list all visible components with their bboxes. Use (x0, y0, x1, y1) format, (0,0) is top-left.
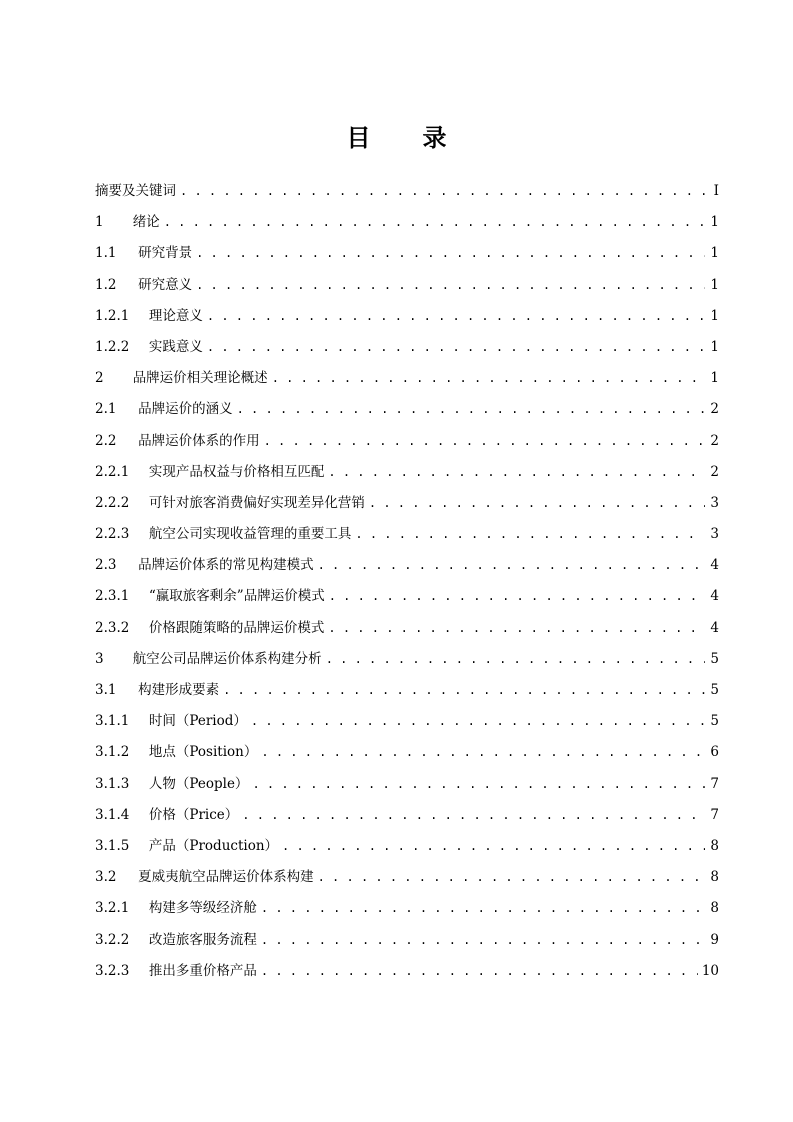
toc-entry-page-number: 4 (710, 557, 719, 574)
toc-entry-page-number: 7 (710, 806, 719, 823)
table-of-contents (95, 176, 719, 987)
toc-entry-page-number: 3 (710, 494, 719, 511)
dot-leader (328, 457, 705, 488)
toc-entry[interactable] (95, 893, 719, 924)
toc-entry-label (95, 893, 257, 924)
toc-entry-label (95, 737, 257, 768)
toc-entry-page-number: 1 (710, 338, 719, 355)
dot-leader (272, 363, 705, 394)
dot-leader (369, 488, 705, 519)
dot-leader (196, 270, 705, 301)
dot-leader (196, 238, 705, 269)
dot-leader (261, 737, 705, 768)
toc-entry[interactable] (95, 394, 719, 425)
toc-entry-page-number: 4 (710, 588, 719, 605)
toc-entry-label (95, 550, 314, 581)
toc-entry-number: 2 (95, 370, 104, 387)
toc-entry-number: 3 (95, 650, 104, 667)
toc-entry-page-number: 8 (710, 900, 719, 917)
toc-entry-text: “赢取旅客剩余”品牌运价模式 (148, 588, 325, 605)
toc-entry-text: 品牌运价体系的常见构建模式 (138, 557, 314, 574)
toc-entry-text: 价格（Price） (148, 806, 239, 823)
dot-leader (261, 925, 705, 956)
toc-entry-text: 品牌运价相关理论概述 (132, 370, 268, 387)
title-char-2: 录 (422, 123, 447, 152)
toc-entry-number: 1.2.1 (95, 307, 130, 324)
toc-entry-page-number: 5 (710, 713, 719, 730)
dot-leader (242, 800, 705, 831)
toc-entry-text: 构建多等级经济舱 (148, 900, 257, 917)
toc-entry-page-number: 9 (710, 931, 719, 948)
toc-entry[interactable] (95, 457, 719, 488)
toc-entry-number: 3.1 (95, 682, 117, 698)
dot-leader (329, 581, 705, 612)
toc-entry-number: 3.2.3 (95, 962, 130, 979)
toc-entry[interactable] (95, 925, 719, 956)
dot-leader (261, 956, 698, 987)
toc-entry-label (95, 675, 219, 706)
toc-entry-label (95, 363, 268, 394)
dot-leader (328, 613, 705, 644)
toc-entry-number: 2.2.1 (95, 463, 130, 480)
dot-leader (223, 675, 705, 706)
toc-entry[interactable] (95, 301, 719, 332)
toc-entry-number: 3.1.4 (95, 806, 130, 823)
dot-leader (318, 550, 705, 581)
toc-entry-text: 摘要及关键词 (95, 183, 176, 199)
toc-entry-number: 1 (95, 214, 104, 231)
toc-entry[interactable] (95, 956, 719, 987)
toc-entry-page-number: 1 (710, 370, 719, 387)
page-title (0, 118, 793, 153)
toc-entry-number: 2.1 (95, 401, 117, 418)
toc-entry[interactable] (95, 176, 719, 207)
toc-entry[interactable] (95, 519, 719, 550)
toc-entry-label (95, 301, 203, 332)
toc-entry-text: 理论意义 (148, 307, 203, 324)
toc-entry-label (95, 176, 176, 207)
toc-entry-label (95, 394, 233, 425)
toc-entry-number: 3.1.2 (95, 744, 130, 761)
toc-entry-number: 1.2 (95, 276, 117, 293)
toc-entry[interactable] (95, 332, 719, 363)
dot-leader (326, 644, 705, 675)
toc-entry-page-number: 1 (710, 245, 719, 262)
toc-entry-label (95, 800, 238, 831)
toc-entry[interactable] (95, 581, 719, 612)
toc-entry-label (95, 238, 192, 269)
dot-leader (318, 862, 705, 893)
toc-entry-label (95, 457, 324, 488)
toc-entry-label (95, 706, 247, 737)
toc-entry-text: 可针对旅客消费偏好实现差异化营销 (148, 494, 365, 511)
toc-entry[interactable] (95, 862, 719, 893)
toc-entry[interactable] (95, 769, 719, 800)
dot-leader (282, 831, 705, 862)
toc-entry-label (95, 207, 160, 238)
toc-entry-text: 产品（Production） (148, 837, 279, 854)
toc-entry-text: 研究背景 (138, 245, 193, 262)
toc-entry-page-number: 2 (710, 463, 719, 480)
toc-entry-label (95, 644, 322, 675)
toc-entry-page-number: 2 (710, 432, 719, 449)
toc-entry-label (95, 831, 278, 862)
dot-leader (261, 893, 705, 924)
dot-leader (251, 706, 705, 737)
toc-entry-page-number: 7 (710, 775, 719, 792)
toc-entry-page-number: 4 (710, 619, 719, 636)
toc-entry-label (95, 270, 192, 301)
toc-entry-page-number: 8 (710, 869, 719, 886)
toc-entry-page-number: 10 (701, 962, 719, 979)
toc-entry-number: 3.2.2 (95, 931, 130, 948)
toc-entry-label (95, 488, 365, 519)
toc-entry[interactable] (95, 706, 719, 737)
dot-leader (207, 332, 705, 363)
toc-entry[interactable] (95, 488, 719, 519)
toc-entry[interactable] (95, 800, 719, 831)
toc-entry[interactable] (95, 426, 719, 457)
toc-entry[interactable] (95, 644, 719, 675)
toc-entry-label (95, 519, 351, 550)
toc-entry[interactable] (95, 737, 719, 768)
dot-leader (355, 519, 705, 550)
toc-entry-page-number: 2 (710, 401, 719, 418)
toc-entry-text: 价格跟随策略的品牌运价模式 (148, 619, 325, 636)
toc-entry[interactable] (95, 207, 719, 238)
toc-entry-text: 时间（Period） (148, 713, 247, 730)
toc-entry-label (95, 769, 248, 800)
toc-entry-text: 品牌运价的涵义 (138, 401, 233, 418)
toc-entry-number: 3.2 (95, 869, 117, 886)
toc-entry[interactable] (95, 831, 719, 862)
toc-entry[interactable] (95, 238, 719, 269)
toc-entry-text: 研究意义 (138, 276, 193, 293)
toc-entry-page-number: 1 (710, 307, 719, 324)
toc-entry-text: 夏威夷航空品牌运价体系构建 (138, 869, 314, 886)
toc-entry-label (95, 332, 203, 363)
toc-entry-page-number: 3 (710, 526, 719, 543)
toc-entry-number: 2.2.3 (95, 526, 130, 543)
toc-entry-page-number: 8 (710, 837, 719, 854)
toc-entry[interactable] (95, 363, 719, 394)
dot-leader (252, 769, 705, 800)
toc-entry-number: 3.2.1 (95, 900, 130, 917)
toc-entry-number: 1.1 (95, 245, 117, 262)
toc-entry-label (95, 613, 324, 644)
toc-entry[interactable] (95, 550, 719, 581)
toc-entry-text: 改造旅客服务流程 (148, 931, 257, 948)
toc-entry-text: 实现产品权益与价格相互匹配 (148, 463, 325, 480)
toc-entry-label (95, 581, 325, 612)
toc-entry-text: 地点（Position） (148, 744, 258, 761)
dot-leader (207, 301, 705, 332)
toc-entry-number: 2.3.1 (95, 588, 130, 605)
toc-entry-label (95, 925, 257, 956)
toc-entry[interactable] (95, 675, 719, 706)
dot-leader (180, 176, 705, 207)
toc-entry-text: 航空公司品牌运价体系构建分析 (132, 650, 322, 667)
toc-entry-label (95, 956, 257, 987)
toc-entry-number: 3.1.1 (95, 713, 130, 730)
dot-leader (237, 394, 705, 425)
toc-entry-page-number: 1 (710, 276, 719, 293)
toc-entry-number: 1.2.2 (95, 338, 130, 355)
toc-entry-page-number: I (713, 183, 719, 199)
toc-entry-number: 2.2 (95, 432, 117, 449)
toc-entry-text: 品牌运价体系的作用 (138, 432, 260, 449)
toc-entry-page-number: 1 (710, 214, 719, 231)
toc-entry-number: 2.3 (95, 557, 117, 574)
toc-entry-text: 构建形成要素 (138, 682, 220, 698)
toc-entry-text: 航空公司实现收益管理的重要工具 (148, 526, 352, 543)
toc-entry[interactable] (95, 613, 719, 644)
title-char-1: 目 (346, 123, 371, 152)
toc-entry[interactable] (95, 270, 719, 301)
toc-entry-label (95, 862, 314, 893)
toc-entry-number: 3.1.3 (95, 775, 130, 792)
toc-entry-page-number: 5 (710, 682, 719, 698)
toc-entry-text: 人物（People） (148, 775, 249, 792)
dot-leader (264, 426, 705, 457)
toc-entry-page-number: 5 (710, 650, 719, 667)
toc-entry-number: 2.3.2 (95, 619, 130, 636)
toc-entry-text: 推出多重价格产品 (148, 962, 257, 979)
toc-entry-label (95, 426, 260, 457)
toc-entry-text: 实践意义 (148, 338, 203, 355)
toc-entry-text: 绪论 (132, 214, 160, 231)
dot-leader (164, 207, 705, 238)
toc-entry-number: 2.2.2 (95, 494, 130, 511)
toc-entry-page-number: 6 (710, 744, 719, 761)
toc-entry-number: 3.1.5 (95, 837, 130, 854)
